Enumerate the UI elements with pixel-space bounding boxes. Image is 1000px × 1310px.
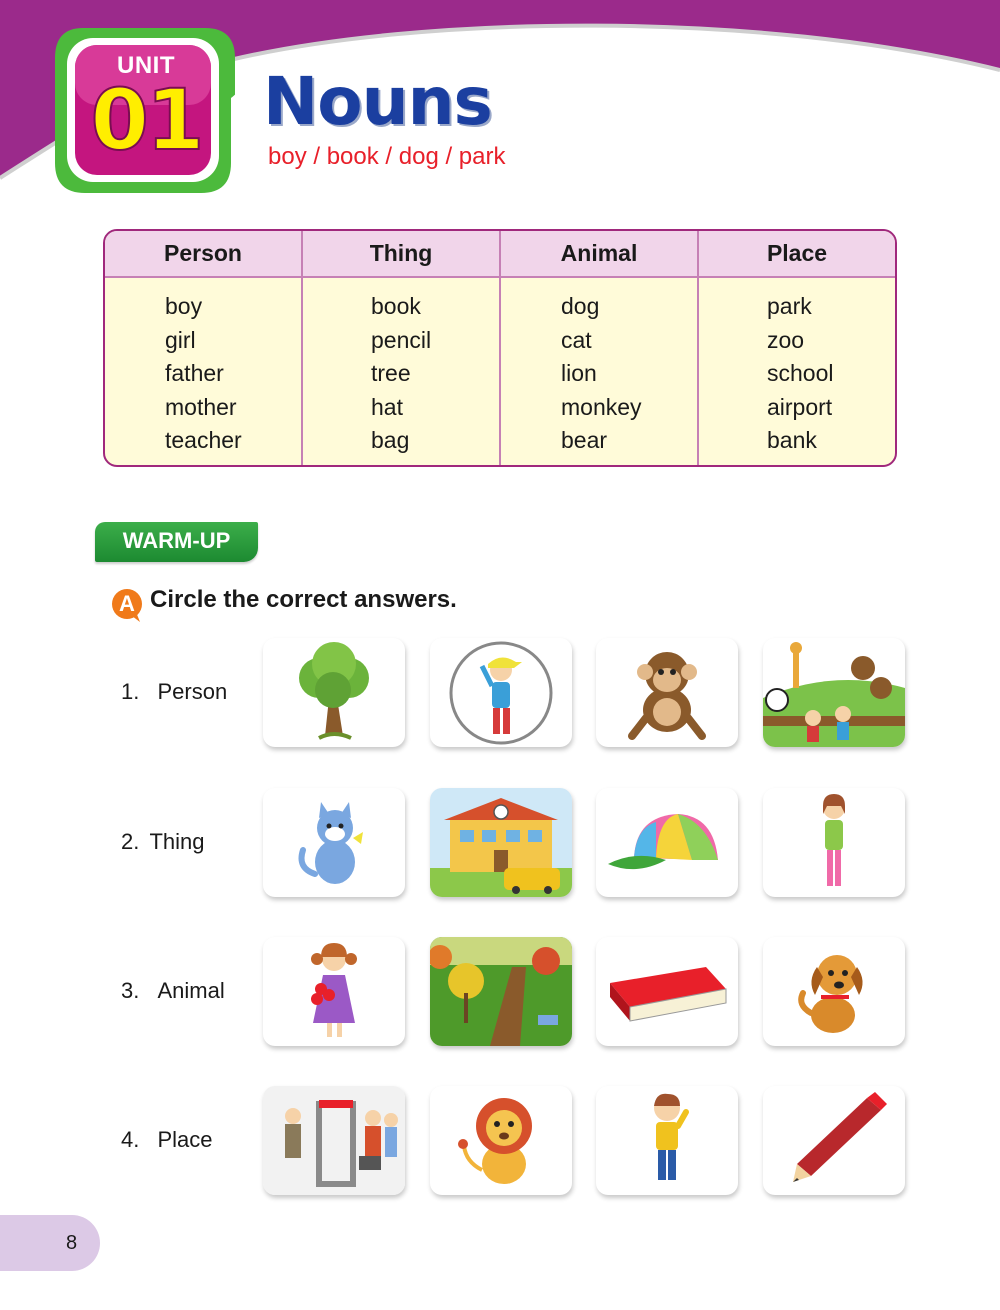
question-3-label: [121, 978, 225, 1004]
table-cell: father: [165, 360, 224, 386]
option-cap[interactable]: [596, 788, 738, 897]
question-number: 3.: [121, 978, 140, 1003]
noun-table: [103, 229, 897, 467]
table-cell: teacher: [165, 427, 242, 453]
option-dog[interactable]: [763, 937, 905, 1046]
question-number: 1.: [121, 679, 140, 704]
question-word: Place: [157, 1127, 213, 1152]
question-1-label: [121, 679, 227, 705]
page-number-tab: [0, 1215, 100, 1271]
question-word: Animal: [157, 978, 225, 1003]
page-title: Nouns: [263, 63, 492, 140]
boy-with-cap-icon: [430, 638, 572, 747]
table-cell: bear: [561, 427, 608, 453]
dog-icon: [763, 937, 905, 1046]
column-thing: [301, 278, 499, 465]
table-cell: mother: [165, 393, 237, 420]
pencil-icon: [763, 1086, 905, 1195]
girl-icon: [763, 788, 905, 897]
table-cell: boy: [165, 293, 203, 319]
question-4-label: [121, 1127, 213, 1153]
option-zoo[interactable]: [763, 638, 905, 747]
unit-number: 01: [90, 71, 202, 169]
tree-icon: [263, 638, 405, 747]
airport-icon: [263, 1086, 405, 1195]
table-cell: tree: [371, 360, 411, 386]
table-cell: hat: [371, 393, 403, 420]
option-boy-with-cap[interactable]: [430, 638, 572, 747]
exercise-instruction: Circle the correct answers.: [150, 586, 457, 613]
option-girl-with-flowers[interactable]: [263, 937, 405, 1046]
column-person: [105, 278, 301, 465]
option-lion[interactable]: [430, 1086, 572, 1195]
table-cell: zoo: [767, 326, 805, 353]
option-girl[interactable]: [763, 788, 905, 897]
question-word: Person: [157, 679, 228, 704]
table-body: [105, 278, 895, 465]
header-place: Place: [697, 231, 895, 276]
option-airport[interactable]: [263, 1086, 405, 1195]
table-cell: school: [767, 360, 834, 386]
park-icon: [430, 937, 572, 1046]
question-2-label: [121, 829, 205, 855]
option-monkey[interactable]: [596, 638, 738, 747]
option-boy[interactable]: [596, 1086, 738, 1195]
zoo-icon: [763, 638, 905, 747]
page-number: 8: [66, 1232, 78, 1254]
cap-icon: [596, 788, 738, 897]
page-subtitle: boy / book / dog / park: [268, 143, 506, 170]
column-animal: [499, 278, 697, 465]
option-book[interactable]: [596, 937, 738, 1046]
option-park[interactable]: [430, 937, 572, 1046]
option-cat[interactable]: [263, 788, 405, 897]
monkey-icon: [596, 638, 738, 747]
option-tree[interactable]: [263, 638, 405, 747]
table-cell: pencil: [371, 326, 432, 353]
unit-label: UNIT: [117, 52, 175, 79]
option-pencil[interactable]: [763, 1086, 905, 1195]
table-cell: bank: [767, 427, 817, 453]
table-cell: airport: [767, 393, 833, 420]
cat-icon: [263, 788, 405, 897]
header-animal: Animal: [499, 231, 697, 276]
table-cell: bag: [371, 427, 410, 453]
option-school[interactable]: [430, 788, 572, 897]
table-cell: girl: [165, 326, 196, 353]
table-cell: cat: [561, 326, 592, 353]
table-cell: monkey: [561, 393, 642, 420]
column-place: [697, 278, 895, 465]
book-icon: [596, 937, 738, 1046]
exercise-letter: A: [119, 591, 135, 616]
question-number: 2.: [121, 829, 140, 854]
table-cell: dog: [561, 293, 600, 319]
table-header-row: [105, 231, 895, 278]
lion-icon: [430, 1086, 572, 1195]
table-cell: park: [767, 293, 812, 319]
question-word: Thing: [149, 829, 205, 854]
header-person: Person: [164, 240, 242, 266]
school-icon: [430, 788, 572, 897]
question-number: 4.: [121, 1127, 140, 1152]
header-thing: Thing: [301, 231, 499, 276]
table-cell: lion: [561, 360, 597, 386]
boy-icon: [596, 1086, 738, 1195]
warm-up-tag: WARM-UP: [95, 522, 258, 562]
table-cell: book: [371, 293, 421, 319]
girl-with-flowers-icon: [263, 937, 405, 1046]
